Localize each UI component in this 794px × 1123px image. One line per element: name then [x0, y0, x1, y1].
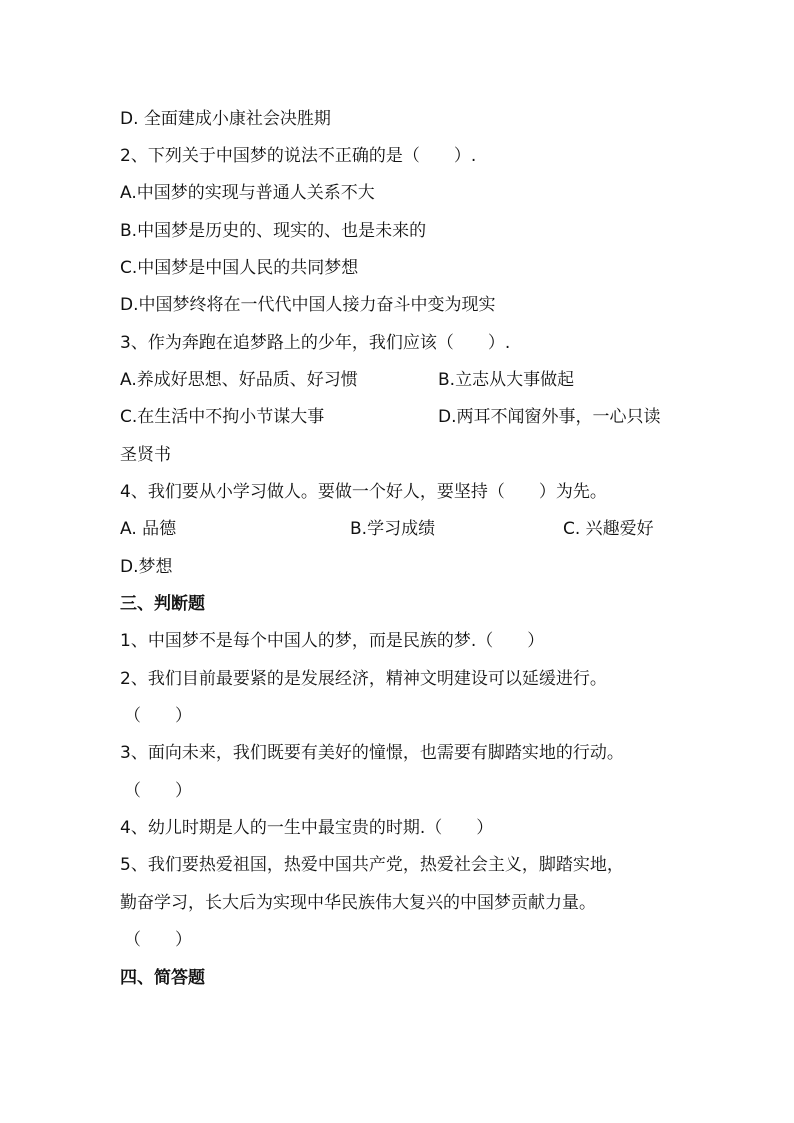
q3-option-c: C.在生活中不拘小节谋大事: [120, 407, 325, 427]
judgement-item-2: 2、我们目前最要紧的是发展经济，精神文明建设可以延缓进行。: [120, 669, 607, 689]
section-4-title: 四、简答题: [120, 968, 205, 988]
q1-option-d: D. 全面建成小康社会决胜期: [120, 109, 331, 129]
q4-option-c: C. 兴趣爱好: [563, 519, 654, 539]
q4-stem: 4、我们要从小学习做人。要做一个好人，要坚持（ ）为先。: [120, 482, 607, 502]
judgement-item-3-blank: （ ）: [124, 781, 192, 801]
q4-option-d: D.梦想: [120, 557, 173, 577]
judgement-item-4: 4、幼儿时期是人的一生中最宝贵的时期.（ ）: [120, 818, 494, 838]
q2-option-d: D.中国梦终将在一代代中国人接力奋斗中变为现实: [120, 295, 496, 315]
q3-option-d-continued: 圣贤书: [120, 445, 171, 465]
q2-option-a: A.中国梦的实现与普通人关系不大: [120, 183, 375, 203]
judgement-item-5-continued: 勤奋学习，长大后为实现中华民族伟大复兴的中国梦贡献力量。: [120, 893, 596, 913]
q3-stem: 3、作为奔跑在追梦路上的少年，我们应该（ ）.: [120, 333, 511, 353]
q2-option-b: B.中国梦是历史的、现实的、也是未来的: [120, 221, 427, 241]
judgement-item-1: 1、中国梦不是每个中国人的梦，而是民族的梦.（ ）: [120, 631, 545, 651]
judgement-item-2-blank: （ ）: [124, 706, 192, 726]
q3-option-b: B.立志从大事做起: [438, 370, 575, 390]
q3-option-d: D.两耳不闻窗外事，一心只读: [438, 407, 661, 427]
q2-stem: 2、下列关于中国梦的说法不正确的是（ ）.: [120, 146, 477, 166]
judgement-item-5-blank: （ ）: [124, 930, 192, 950]
judgement-item-3: 3、面向未来，我们既要有美好的憧憬，也需要有脚踏实地的行动。: [120, 743, 624, 763]
judgement-item-5: 5、我们要热爱祖国，热爱中国共产党，热爱社会主义，脚踏实地，: [120, 855, 624, 875]
q4-option-a: A. 品德: [120, 519, 177, 539]
section-3-title: 三、判断题: [120, 594, 205, 614]
q2-option-c: C.中国梦是中国人民的共同梦想: [120, 258, 359, 278]
q3-option-a: A.养成好思想、好品质、好习惯: [120, 370, 358, 390]
q4-option-b: B.学习成绩: [350, 519, 436, 539]
